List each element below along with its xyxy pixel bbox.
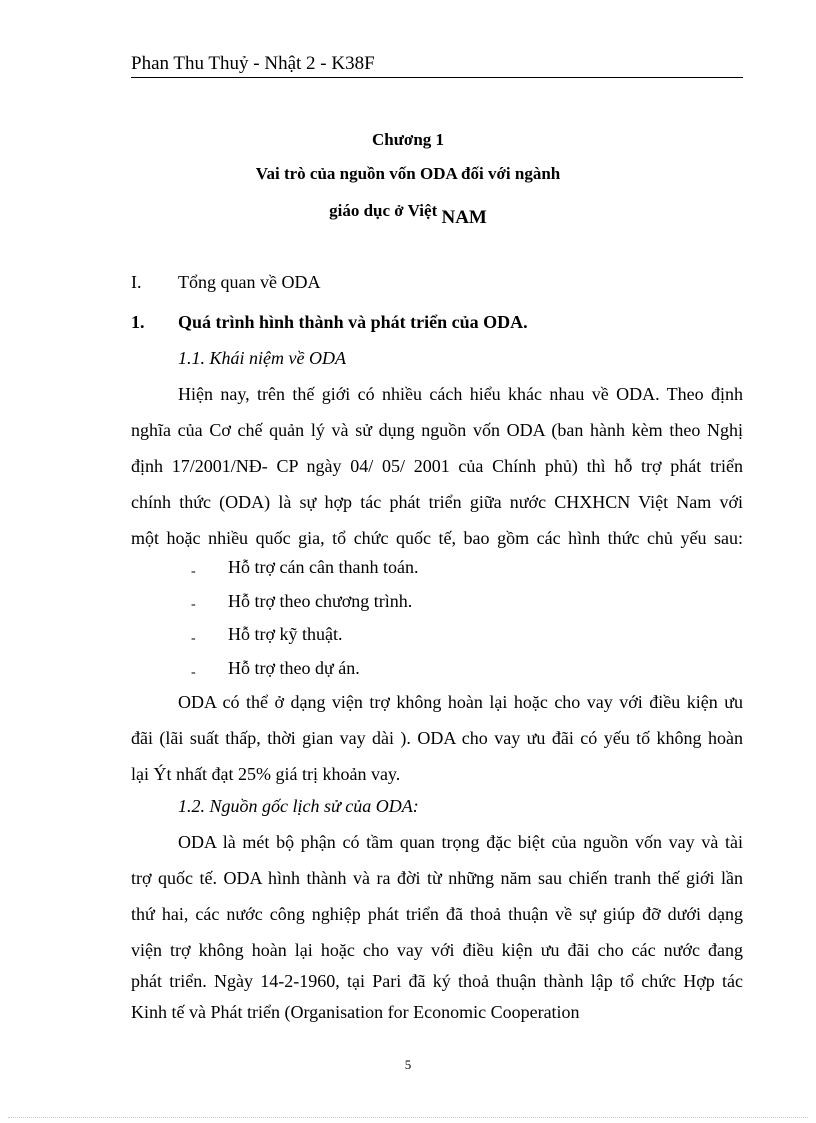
para2-line: lại Ýt nhất đạt 25% giá trị khoản vay. [131, 764, 401, 784]
bullet-dash: - [191, 631, 196, 646]
para3-line: Kinh tế và Phát triển (Organisation for Economic Cooperation [131, 1002, 580, 1022]
subsection-1-1-title: 1.1. Khái niệm về ODA [178, 348, 346, 368]
chapter-title-line2-suffix: NAM [441, 207, 487, 228]
subsection-1-2-title: 1.2. Nguồn gốc lịch sử của ODA: [178, 796, 419, 816]
bullet-dash: - [191, 597, 196, 612]
page-number: 5 [404, 1057, 412, 1072]
chapter-label: Chương 1 [371, 130, 445, 149]
section-1-title: Quá trình hình thành và phát triển của ODA. [178, 312, 528, 332]
header-text: Phan Thu Thuỷ - Nhật 2 - K38F [131, 53, 375, 74]
para1-line: Hiện nay, trên thế giới có nhiều cách hiểu khác nhau về ODA. Theo định [178, 384, 743, 404]
bullet-item: Hỗ trợ cán cân thanh toán. [228, 557, 419, 577]
para3-line: ODA là mét bộ phận có tầm quan trọng đặc biệt của nguồn vốn vay và tài [178, 832, 743, 852]
bullet-dash: - [191, 665, 196, 680]
bullet-item: Hỗ trợ theo dự án. [228, 658, 360, 678]
page-bottom-divider [8, 1117, 808, 1118]
chapter-title-line2 [0, 200, 816, 228]
para3-line: thứ hai, các nước công nghiệp phát triển đã thoả thuận về sự giúp đỡ dưới dạng [131, 904, 743, 924]
section-I-title: Tổng quan về ODA [178, 272, 321, 292]
para1-line: một hoặc nhiều quốc gia, tổ chức quốc tế, bao gồm các hình thức chủ yếu sau: [131, 528, 743, 548]
para3-line: trợ quốc tế. ODA hình thành và ra đời từ những năm sau chiến tranh thế giới lần [131, 868, 743, 888]
para1-line: chính thức (ODA) là sự hợp tác phát triển giữa nước CHXHCN Việt Nam với [131, 492, 743, 512]
chapter-title-line1: Vai trò của nguồn vốn ODA đối với ngành [255, 164, 561, 183]
para1-line: định 17/2001/NĐ- CP ngày 04/ 05/ 2001 của Chính phủ) thì hỗ trợ phát triển [131, 456, 743, 476]
para3-line: viện trợ không hoàn lại hoặc cho vay với điều kiện ưu đãi cho các nước đang [131, 940, 743, 960]
page-header [131, 52, 743, 78]
section-1-number: 1. [131, 312, 145, 332]
chapter-title-line2-prefix: giáo dục ở Việt [329, 201, 442, 220]
para2-line: đãi (lãi suất thấp, thời gian vay dài ). ODA cho vay ưu đãi có yếu tố không hoàn [131, 728, 743, 748]
para1-line: nghĩa của Cơ chế quản lý và sử dụng nguồn vốn ODA (ban hành kèm theo Nghị [131, 420, 743, 440]
bullet-dash: - [191, 564, 196, 579]
bullet-item: Hỗ trợ theo chương trình. [228, 591, 413, 611]
para2-line: ODA có thể ở dạng viện trợ không hoàn lại hoặc cho vay với điều kiện ưu [178, 692, 743, 712]
section-I-number: I. [131, 272, 142, 292]
para3-line: phát triển. Ngày 14-2-1960, tại Pari đã ký thoả thuận thành lập tổ chức Hợp tác [131, 971, 743, 991]
bullet-item: Hỗ trợ kỹ thuật. [228, 624, 343, 644]
